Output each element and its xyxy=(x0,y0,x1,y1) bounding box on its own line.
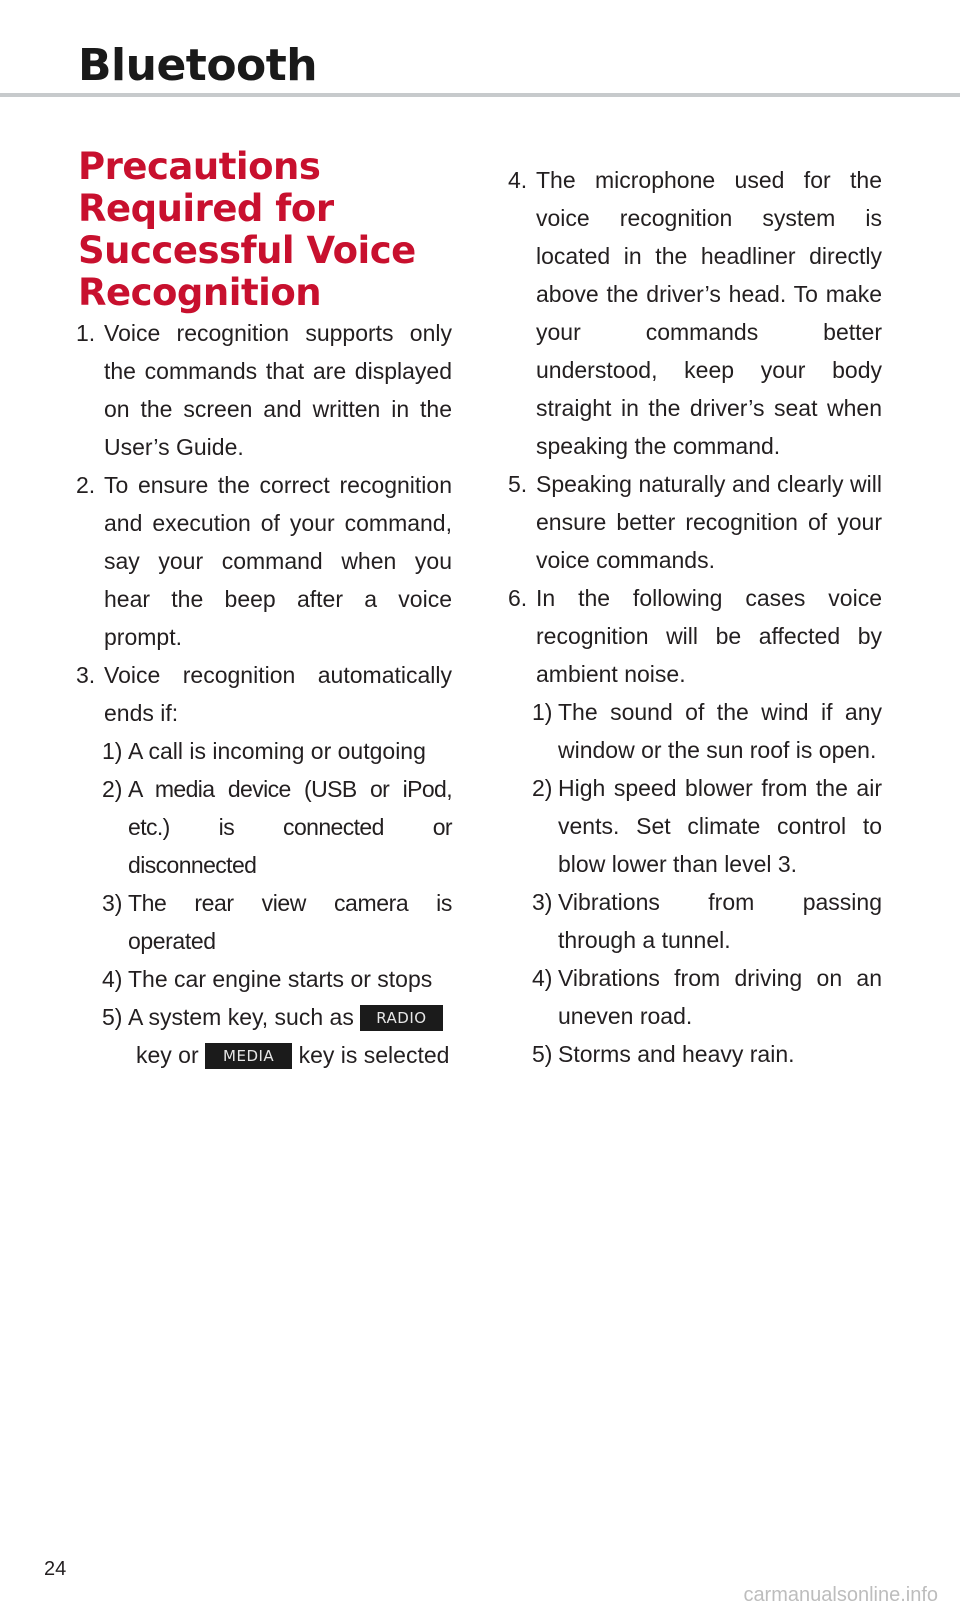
sub-item-6-4 xyxy=(508,959,882,1035)
list-item-2 xyxy=(76,466,452,656)
sub-item-number: 1) xyxy=(532,699,553,725)
sub-item-text xyxy=(128,998,452,1074)
sub-item-number: 4) xyxy=(532,965,553,991)
sub-item-3-1 xyxy=(76,732,452,770)
list-item-1 xyxy=(76,314,452,466)
sub-item-3-5 xyxy=(76,998,452,1074)
sub-item-number: 3) xyxy=(532,889,553,915)
list-item-4 xyxy=(508,161,882,465)
list-item-text: Speaking naturally and clearly will ensure better recognition of your voice commands. xyxy=(536,471,882,573)
list-item-number: 4. xyxy=(508,167,528,193)
radio-key-badge: RADIO xyxy=(360,1005,442,1031)
sub-item-text: The sound of the wind if any window or the sun roof is open. xyxy=(558,699,882,763)
sub-item-number: 3) xyxy=(102,890,123,916)
page-number: 24 xyxy=(44,1558,67,1580)
sub-item-text: Vibrations from driving on an uneven road. xyxy=(558,965,882,1029)
sub-item-number: 1) xyxy=(102,738,123,764)
sub-item-6-5 xyxy=(508,1035,882,1073)
list-item-text: Voice recognition automatically ends if: xyxy=(104,662,452,726)
sub-item-number: 5) xyxy=(102,1004,123,1030)
sub-item-3-4 xyxy=(76,960,452,998)
sub-item-number: 5) xyxy=(532,1041,553,1067)
sub-item-text: The car engine starts or stops xyxy=(128,966,433,992)
list-item-6 xyxy=(508,579,882,693)
sub-item-text: Storms and heavy rain. xyxy=(558,1041,795,1067)
sub-item-3-3 xyxy=(76,884,452,960)
list-item-text: To ensure the correct recognition and execution of your command, say your command when you hear the beep after a voice prompt. xyxy=(104,472,452,650)
sub-item-number: 2) xyxy=(102,776,123,802)
sub-item-3-2 xyxy=(76,770,452,884)
sub-item-text-pre: A system key, such as xyxy=(128,1004,354,1030)
list-item-number: 6. xyxy=(508,585,528,611)
list-item-text: In the following cases voice recognition will be affected by ambient noise. xyxy=(536,585,882,687)
list-item-number: 2. xyxy=(76,472,96,498)
list-item-number: 3. xyxy=(76,662,96,688)
left-column xyxy=(76,314,452,1074)
sub-item-number: 2) xyxy=(532,775,553,801)
page-header-title: Bluetooth xyxy=(78,40,318,91)
sub-item-text: High speed blower from the air vents. Set climate control to blow lower than level 3. xyxy=(558,775,882,877)
sub-item-6-2 xyxy=(508,769,882,883)
list-item-text: Voice recognition supports only the commands that are displayed on the screen and written in the User’s Guide. xyxy=(104,320,452,460)
media-key-badge: MEDIA xyxy=(205,1043,292,1069)
header-divider xyxy=(0,93,960,97)
sub-item-text-mid: key or xyxy=(136,1042,199,1068)
sub-item-6-1 xyxy=(508,693,882,769)
sub-item-text: The rear view camera is operated xyxy=(128,890,452,954)
sub-item-text-post: key is selected xyxy=(298,1042,450,1068)
sub-item-6-3 xyxy=(508,883,882,959)
right-column xyxy=(508,161,882,1073)
sub-item-text: A media device (USB or iPod, etc.) is connected or disconnected xyxy=(128,776,452,878)
list-item-number: 1. xyxy=(76,320,96,346)
section-title: Precautions Required for Successful Voice Recognition xyxy=(78,145,416,314)
sub-item-text: A call is incoming or outgoing xyxy=(128,738,426,764)
watermark: carmanualsonline.info xyxy=(743,1584,938,1606)
list-item-text: The microphone used for the voice recognition system is located in the headliner directly above the driver’s head. To make your commands better understood, keep your body straight in the driver’s seat when speaking the command. xyxy=(536,167,882,459)
list-item-number: 5. xyxy=(508,471,528,497)
sub-item-text: Vibrations from passing through a tunnel. xyxy=(558,889,882,953)
sub-item-number: 4) xyxy=(102,966,123,992)
list-item-3 xyxy=(76,656,452,732)
list-item-5 xyxy=(508,465,882,579)
